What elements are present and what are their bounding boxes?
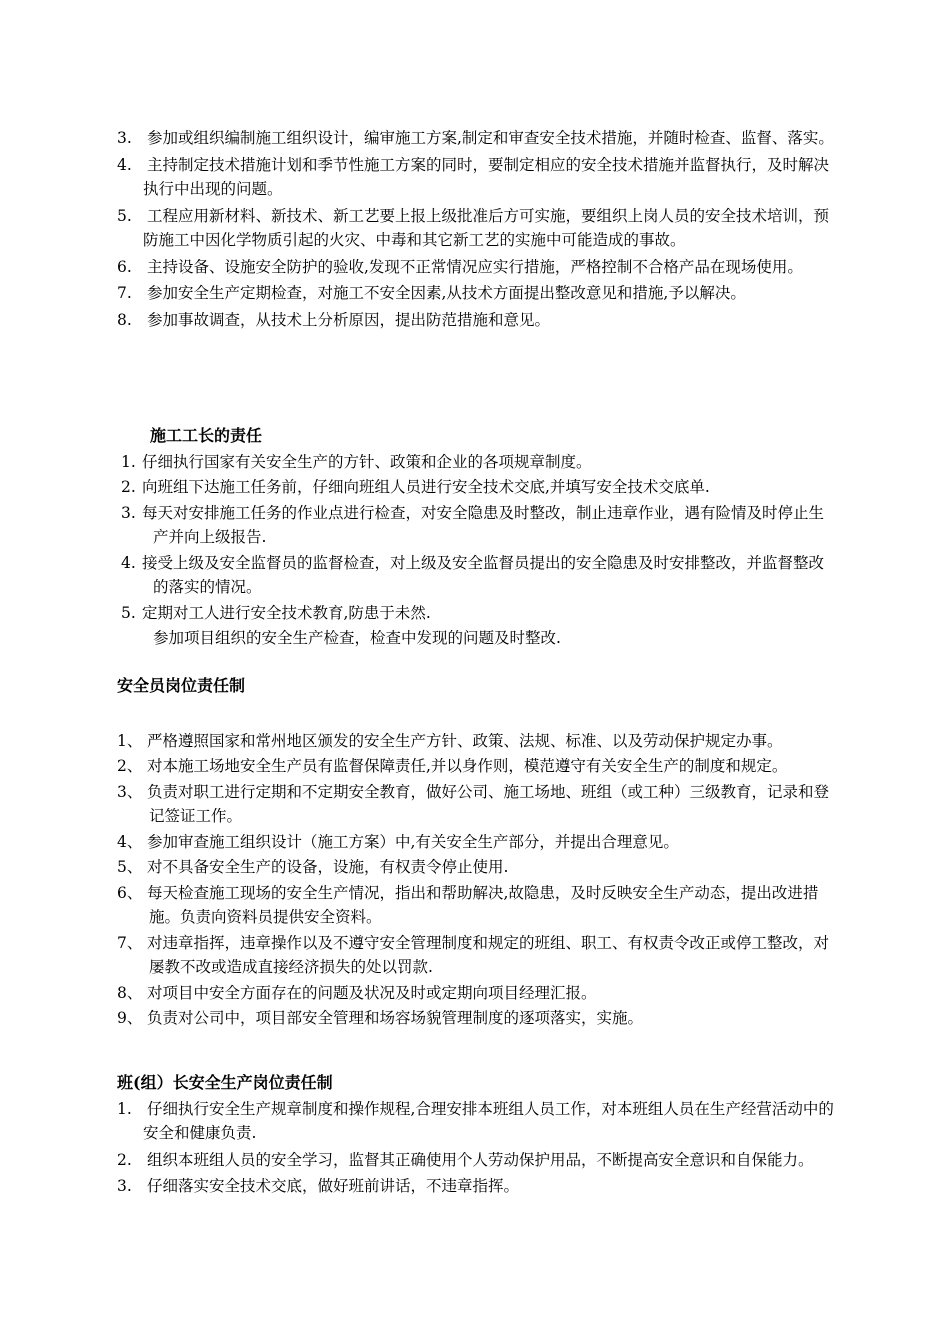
item-number: 5、	[117, 858, 143, 876]
item-text: 参加或组织编制施工组织设计，编审施工方案,制定和审查安全技术措施，并随时检查、监督、落实。	[147, 129, 834, 147]
item-number: 6.	[117, 257, 132, 276]
item-text: 每天检查施工现场的安全生产情况，指出和帮助解决,故隐患，及时反映安全生产动态，提出改进措施。负责向资料员提供安全资料。	[147, 883, 819, 926]
item-text: 负责对职工进行定期和不定期安全教育，做好公司、施工场地、班组（或工种）三级教育，记录和登记签证工作。	[147, 782, 830, 825]
list-item	[0, 126, 950, 151]
item-number: 1、	[117, 731, 143, 750]
list-item	[0, 601, 950, 626]
list-item	[0, 1006, 950, 1031]
item-number: 3.	[117, 129, 132, 147]
list-item	[0, 1097, 950, 1146]
item-text: 主持设备、设施安全防护的验收,发现不正常情况应实行措施，严格控制不合格产品在现场使用。	[147, 257, 803, 276]
item-number: 9、	[117, 1009, 143, 1027]
item-text: 仔细执行安全生产规章制度和操作规程,合理安排本班组人员工作，对本班组人员在生产经营活动中的安全和健康负责.	[143, 1099, 834, 1142]
item-text: 对项目中安全方面存在的问题及状况及时或定期向项目经理汇报。	[147, 983, 597, 1002]
technical-responsibilities-list	[0, 126, 950, 334]
list-item	[0, 551, 950, 600]
foreman-section	[0, 424, 950, 651]
item-text: 每天对安排施工任务的作业点进行检查，对安全隐患及时整改，制止违章作业，遇有险情及时停止生产并向上级报告.	[142, 503, 825, 546]
item-text: 参加审查施工组织设计（施工方案）中,有关安全生产部分，并提出合理意见。	[147, 832, 679, 851]
item-text: 对违章指挥，违章操作以及不遵守安全管理制度和规定的班组、职工、有权责令改正或停工整改，对屡教不改或造成直接经济损失的处以罚款.	[147, 933, 830, 976]
item-number: 1.	[117, 1099, 132, 1118]
list-item	[0, 780, 950, 829]
list-item	[0, 501, 950, 550]
item-text: 参加事故调查，从技术上分析原因，提出防范措施和意见。	[147, 310, 551, 329]
blank-line	[0, 699, 950, 729]
item-number: 8.	[117, 310, 132, 329]
item-text: 对不具备安全生产的设备，设施，有权责令停止使用.	[147, 858, 509, 876]
item-text: 定期对工人进行安全技术教育,防患于未然.	[142, 603, 431, 622]
item-text: 仔细执行国家有关安全生产的方针、政策和企业的各项规章制度。	[142, 452, 592, 471]
item-number: 3.	[117, 1177, 132, 1195]
item-number: 1.	[121, 452, 136, 471]
item-number: 3.	[121, 503, 136, 522]
item-number: 2.	[121, 478, 136, 496]
item-text: 主持制定技术措施计划和季节性施工方案的同时，要制定相应的安全技术措施并监督执行，及时解决执行中出现的问题。	[143, 155, 830, 198]
section-note: 参加项目组织的安全生产检查，检查中发现的问题及时整改.	[153, 629, 561, 647]
item-number: 2.	[117, 1150, 132, 1169]
list-item	[0, 881, 950, 930]
item-text: 接受上级及安全监督员的监督检查，对上级及安全监督员提出的安全隐患及时安排整改，并监督整改的落实的情况。	[142, 553, 825, 596]
team-leader-section	[0, 1071, 950, 1201]
safety-officer-section	[0, 674, 950, 1032]
item-number: 5.	[117, 206, 132, 225]
item-text: 参加安全生产定期检查，对施工不安全因素,从技术方面提出整改意见和措施,予以解决。	[147, 284, 746, 302]
list-item	[0, 981, 950, 1006]
item-number: 6、	[117, 883, 143, 902]
list-item	[0, 931, 950, 980]
item-text: 严格遵照国家和常州地区颁发的安全生产方针、政策、法规、标准、以及劳动保护规定办事。	[147, 731, 783, 750]
list-item	[0, 754, 950, 779]
item-number: 4.	[121, 553, 136, 572]
item-number: 2、	[117, 757, 143, 775]
list-item	[0, 475, 950, 500]
section-heading: 班(组）长安全生产岗位责任制	[117, 1073, 333, 1092]
list-item	[0, 1174, 950, 1199]
item-number: 8、	[117, 983, 143, 1002]
item-number: 4、	[117, 832, 143, 851]
item-number: 4.	[117, 155, 132, 174]
section-heading: 施工工长的责任	[150, 426, 263, 445]
item-text: 组织本班组人员的安全学习，监督其正确使用个人劳动保护用品，不断提高安全意识和自保能力。	[147, 1150, 814, 1169]
list-item	[0, 729, 950, 754]
item-text: 仔细落实安全技术交底，做好班前讲话，不违章指挥。	[147, 1177, 520, 1195]
list-item	[0, 308, 950, 333]
list-item	[0, 255, 950, 280]
item-text: 工程应用新材料、新技术、新工艺要上报上级批准后方可实施，要组织上岗人员的安全技术培训，预防施工中因化学物质引起的火灾、中毒和其它新工艺的实施中可能造成的事故。	[143, 206, 830, 249]
section-heading: 安全员岗位责任制	[117, 676, 246, 695]
list-item	[0, 281, 950, 306]
item-number: 7.	[117, 284, 132, 302]
list-item	[0, 450, 950, 475]
item-text: 负责对公司中，项目部安全管理和场容场貌管理制度的逐项落实，实施。	[147, 1009, 644, 1027]
list-item	[0, 153, 950, 202]
item-number: 5.	[121, 603, 136, 622]
list-item	[0, 1148, 950, 1173]
item-number: 3、	[117, 782, 143, 801]
item-text: 对本施工场地安全生产员有监督保障责任,并以身作则，模范遵守有关安全生产的制度和规定。	[147, 757, 788, 775]
list-item	[0, 855, 950, 880]
list-item	[0, 830, 950, 855]
list-item	[0, 204, 950, 253]
item-text: 向班组下达施工任务前，仔细向班组人员进行安全技术交底,并填写安全技术交底单.	[142, 478, 710, 496]
item-number: 7、	[117, 933, 143, 952]
